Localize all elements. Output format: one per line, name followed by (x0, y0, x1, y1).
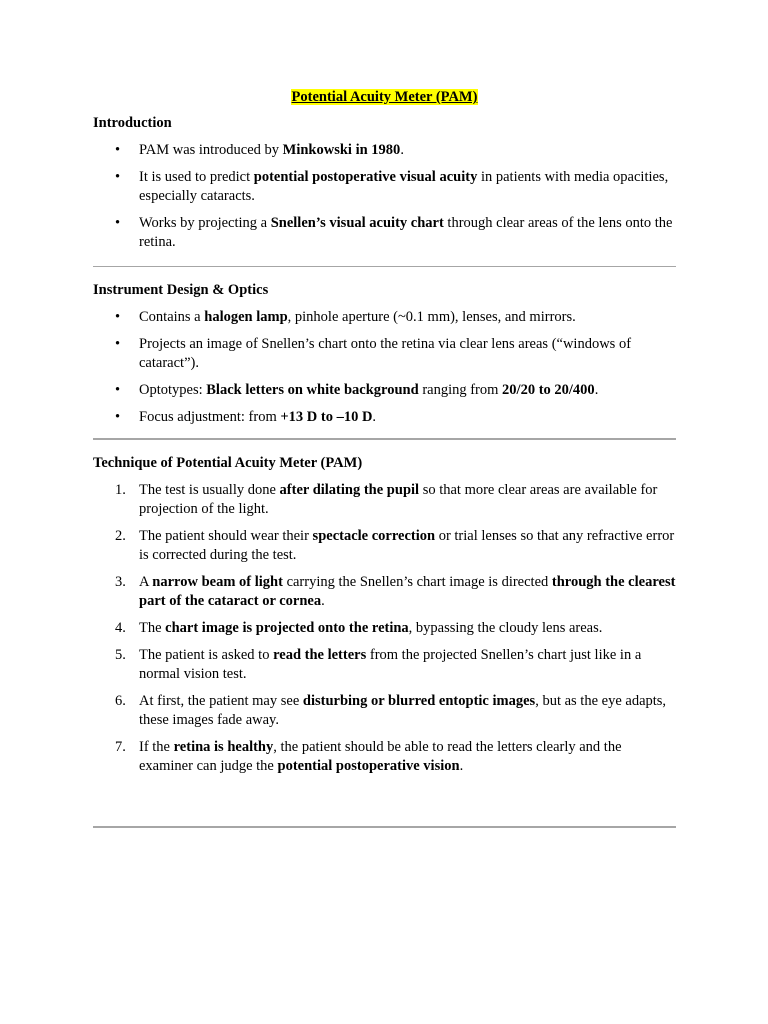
text-run: It is used to predict (139, 169, 254, 185)
list-number: 4. (115, 620, 126, 636)
bold-text: retina is healthy (173, 739, 274, 755)
section-divider (93, 438, 676, 440)
list-item-text (139, 693, 666, 728)
text-run: , pinhole aperture (~0.1 mm), lenses, and mirrors. (287, 309, 576, 325)
technique-list (93, 481, 676, 776)
bold-text: disturbing or blurred entoptic images (302, 693, 536, 709)
list-item (93, 381, 676, 400)
bold-text: after dilating the pupil (279, 482, 420, 498)
document-content (93, 88, 676, 828)
text-run: . (321, 593, 325, 609)
text-run: Works by projecting a (139, 215, 271, 231)
text-run: The test is usually done (139, 482, 280, 498)
bold-text: read the letters (273, 647, 367, 663)
text-run: through clear areas of the lens onto the retina. (139, 215, 673, 250)
list-number: 3. (115, 574, 126, 590)
list-item (93, 408, 676, 427)
bold-text: narrow beam of light (152, 574, 283, 590)
list-item (93, 646, 676, 684)
text-run: , but as the eye adapts, these images fade away. (139, 693, 667, 728)
list-item (93, 527, 676, 565)
bold-text: spectacle correction (312, 528, 436, 544)
text-run: . (459, 758, 464, 774)
list-number: 2. (115, 528, 126, 544)
list-item (93, 692, 676, 730)
list-item-text (139, 574, 675, 609)
list-item (93, 619, 676, 638)
list-number: 7. (115, 739, 126, 755)
text-run: If the (139, 739, 174, 755)
list-item (93, 214, 676, 252)
text-run: , bypassing the cloudy lens areas. (408, 620, 603, 636)
text-run: The patient should wear their (139, 528, 313, 544)
list-item (93, 481, 676, 519)
section-divider (93, 826, 676, 828)
bold-text: chart image is projected onto the retina (165, 620, 409, 636)
bold-text: Snellen’s visual acuity chart (270, 215, 444, 231)
bold-text: Minkowski in 1980 (282, 142, 401, 158)
text-run: The (139, 620, 166, 636)
bold-text: halogen lamp (204, 309, 288, 325)
heading-technique: Technique of Potential Acuity Meter (PAM) (93, 455, 363, 471)
bold-text: potential postoperative vision (277, 758, 460, 774)
list-item-text (139, 647, 641, 682)
bold-text: through the clearest part of the cataract or cornea (139, 574, 676, 609)
list-item (93, 738, 676, 776)
list-number: 6. (115, 693, 126, 709)
text-run: from the projected Snellen’s chart just like in a normal vision test. (139, 647, 642, 682)
text-run: At first, the patient may see (139, 693, 303, 709)
text-run: . (372, 409, 377, 425)
text-run: or trial lenses so that any refractive error is corrected during the test. (139, 528, 675, 563)
list-item (93, 141, 676, 160)
bold-text: potential postoperative visual acuity (253, 169, 478, 185)
text-run: carrying the Snellen’s chart image is directed (282, 574, 552, 590)
list-item (93, 308, 676, 327)
list-number: 5. (115, 647, 126, 663)
heading-instrument-design: Instrument Design & Optics (93, 282, 269, 298)
list-item-text (139, 739, 622, 774)
bold-text: 20/20 to 20/400 (502, 382, 595, 398)
text-run: in patients with media opacities, especially cataracts. (139, 169, 669, 204)
list-item (93, 573, 676, 611)
text-run: , the patient should be able to read the letters clearly and the examiner can judge the (139, 739, 622, 774)
introduction-list (93, 141, 676, 252)
text-run: . (594, 382, 599, 398)
list-item-text (139, 620, 602, 636)
list-item-text (139, 528, 674, 563)
text-run: so that more clear areas are available for projection of the light. (139, 482, 658, 517)
title-wrap (93, 88, 676, 107)
section-divider (93, 266, 676, 267)
text-run: PAM was introduced by (139, 142, 283, 158)
bold-text: +13 D to –10 D (280, 409, 373, 425)
list-item (93, 168, 676, 206)
text-run: Projects an image of Snellen’s chart onto the retina via clear lens areas (“windows of cataract”). (139, 336, 632, 371)
instrument-design-list (93, 308, 676, 427)
text-run: The patient is asked to (139, 647, 274, 663)
text-run: ranging from (418, 382, 503, 398)
list-item-text (139, 482, 657, 517)
list-item (93, 335, 676, 373)
heading-introduction: Introduction (93, 115, 172, 131)
document-title: Potential Acuity Meter (PAM) (291, 89, 478, 105)
list-number: 1. (115, 482, 126, 498)
text-run: Contains a (139, 309, 205, 325)
text-run: A (139, 574, 153, 590)
text-run: Focus adjustment: from (139, 409, 281, 425)
text-run: . (400, 142, 404, 158)
bold-text: Black letters on white background (206, 382, 419, 398)
text-run: Optotypes: (139, 382, 207, 398)
